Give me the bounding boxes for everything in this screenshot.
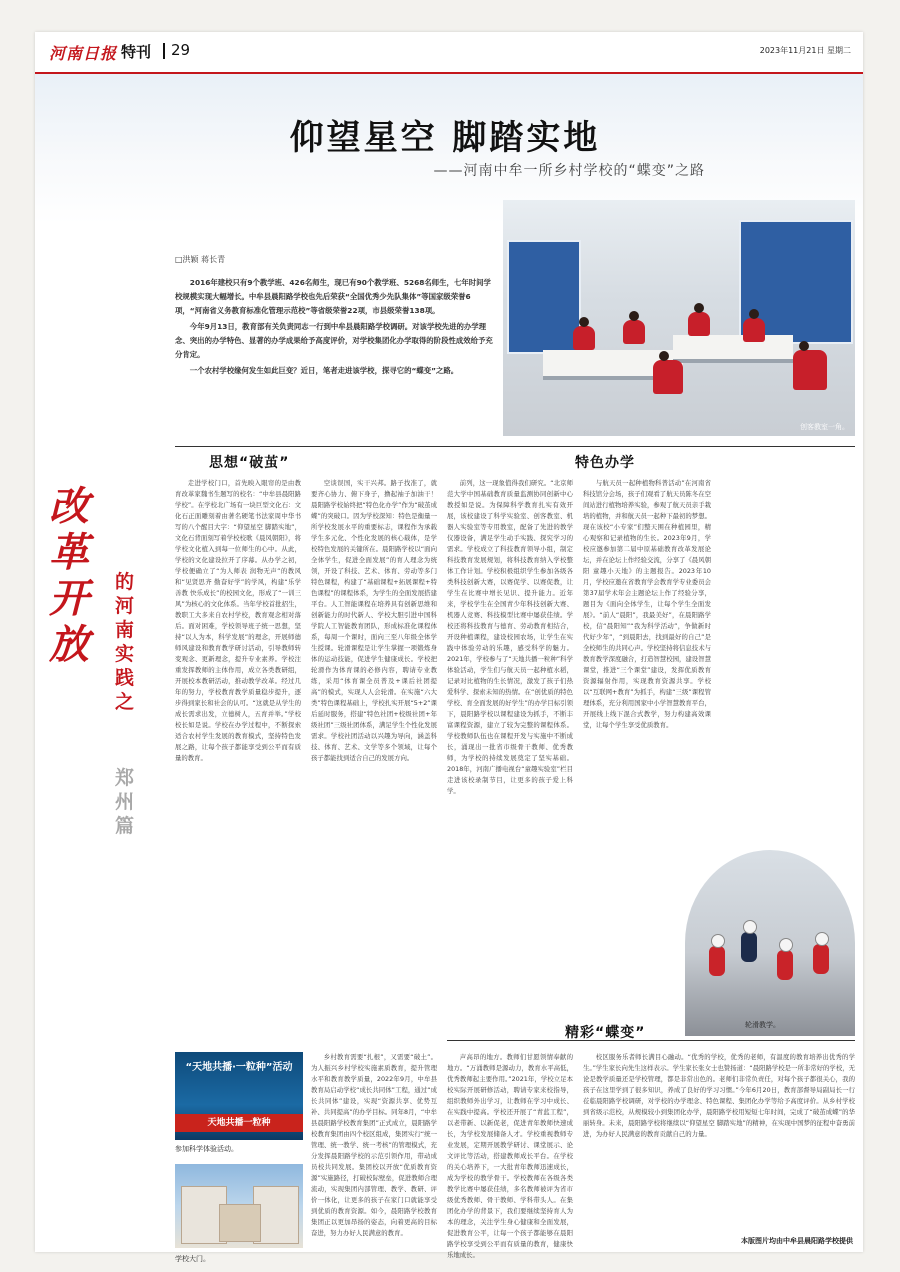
issue-date: 2023年11月21日 星期二 [759, 46, 851, 55]
student-figure [623, 320, 645, 344]
activity-banner: “天地共播·一粒种”活动 [185, 1062, 293, 1073]
article-title: 仰望星空 脚踏实地 [289, 118, 601, 158]
lead-paragraph: 一个农村学校缘何发生如此巨变？近日，笔者走进该学校，探寻它的“蝶变”之路。 [189, 366, 459, 375]
lead-paragraph: 2016年建校只有9个教学班、426名师生，现已有90个教学班、5268名师生，七年时间学校规模实现大幅增长。中牟县晨阳路学校也先后荣获“全国优秀少先队集体”等国家级荣誉6项，“河南省义务教育标准化管理示范校”等省级荣誉22项，市县级荣誉138项。 [175, 278, 491, 315]
classroom-photo [503, 200, 855, 436]
activity-strip: 天地共播一粒种 [175, 1114, 303, 1132]
article-subtitle: ——河南中牟一所乡村学校的“蝶变”之路 [433, 163, 705, 179]
skater-figure [741, 932, 757, 962]
series-slogan [45, 484, 155, 844]
section-rule [447, 1040, 855, 1041]
text-column: 与航天员一起种植物科普活动”在河南省科技馆分会场，孩子们观看了航天员陈冬在空间站进行植物培养实验，参观了航天员亲手栽培的植物，并和航天员一起种下最初的梦想。现在该校“小专家”们整天围在种植园里，精心观察和记录植物的生长。2023年9月，学校应邀参加第二届中原基础教育改革发展论坛，并在论坛上作经验交流，分享了《晨风朝阳 童趣小天地》的主题报告。2023年10月，学校应邀在省教育学会教育学专业委员会第37届学术年会主题论坛上作了经验分享，题目为《面向全体学生，让每个学生全面发展》。“前人“晨阳”，我最美好”，在晨阳路学校，信“晨阳知”“我为科学活动”，争做新时代好少年”，“到晨阳去，找到最好的自己”是全校师生的共同心声。学校坚持将信息技术与教育教学深度融合，打造智慧校园，建设智慧课堂，推进“三个课堂”建设，发挥优质教育资源辐射作用，实现教育资源共享。学校以“互联网+教育”为抓手，构建“三级”课程管理体系，充分利用国家中小学智慧教育平台，开展线上线下混合式教学，努力构建高效课堂，让每个学生享受优质教育。 [583, 479, 711, 729]
slogan-main: 改革开放 [49, 483, 89, 668]
student-figure [688, 312, 710, 336]
page-header [35, 32, 863, 74]
lead-paragraphs [175, 276, 495, 380]
text-column: 前列，这一现象值得我们研究。“北京师范大学中国基础教育质量监测协同创新中心教授如是说。为保障科学教育扎实有效开展，该校建设了科学实验室、创客教室、机器人实验室等专用教室，配备了先进的教学仪器设备，满足学生动手实践、探究学习的需求。学校成立了科技教育领导小组，制定科技教育发展规划，将科技教育纳入学校整体工作计划。学校积极组织学生参加各级各类科技创新大赛，以赛促学、以赛促教，让学生在比赛中增长见识、提升能力。近年来，学校学生在全国青少年科技创新大赛、机器人竞赛、科技模型比赛中屡获佳绩。学校还将科技教育与德育、劳动教育相结合，开设种植课程，建设校园农场，让学生在实践中体验劳动的乐趣，感受科学的魅力。2021年，学校参与了“天地共播一粒种”科学体验活动，学生们与航天员一起种植水稻，记录对比植物的生长情况，激发了孩子们热爱科学、探索未知的热情。在“创优质的特色学校、育全面发展的好学生”的办学目标引领下，晨阳路学校以课程建设为抓手，不断丰富课程资源，建立了较为完整的课程体系。学校教师队伍也在课程开发与实施中不断成长，涌现出一批省市级骨干教师、优秀教师，为学校的持续发展奠定了坚实基础。2018年，河南广播电视台“童趣实验室”栏目走进该校录制节目，让更多的孩子爱上科学。 [447, 479, 573, 795]
text-column: 走进学校门口，首先映入眼帘的是由教育改革家魏书生题写的校名：“中牟县晨阳路学校”。在学校北广场有一块巨型文化石：文化石正面雕刻着由著名硬笔书法家周中华书写的八个醒目大字：“仰望星空 脚踏实地”，文化石背面刻写着学校校歌《晨风朝阳》，将学校文化植入到每一位师生的心中。从此，学校的文化建设拉开了序幕。从办学之初，学校便确立了“为人师表 润物无声”的教风和“见贤思齐 勤奋好学”的学风，构建“乐学善教 快乐成长”的校园文化，形成了“一训三风”为核心的文化体系。当年学校首批招生，教职工大多来自农村学校，教育观念相对落后。面对困难，学校领导班子统一思想，坚持“以人为本，科学发展”的理念，开展师德师风建设和教育教学研讨活动，引导教师转变观念、更新理念，提升专业素养。学校注重发挥教师的主体作用，成立各类教研组，开展校本教研活动，推动教学改革。经过几年的努力，学校教育教学质量稳步提升，逐步得到家长和社会的认可。“这就是从学生的成长需求出发，立德树人，五育并举。”学校校长如是说。学校在办学过程中，不断探索适合农村学生发展的教育模式，坚持特色发展之路，让每个孩子都能享受到公平而有质量的教育。 [175, 479, 301, 762]
section-rule [175, 446, 855, 447]
photo-caption: 轮滑教学。 [745, 1021, 780, 1029]
photo-caption: 学校大门。 [175, 1255, 210, 1263]
page-number: 29 [171, 41, 191, 59]
slogan-city: 郑州篇 [115, 767, 135, 837]
photo-caption: 创客教室一角。 [800, 423, 849, 431]
slogan-middle: 的河南实践之 [115, 571, 135, 713]
photo-caption: 参加科学体验活动。 [175, 1145, 238, 1153]
newspaper-page [35, 32, 863, 1263]
gate-shape [219, 1204, 261, 1242]
byline: □洪颖 蒋长青 [175, 255, 226, 264]
text-column: 校区服务乐者师长满目心融动。“优秀的学校，优秀的老师，有温度的教育培养出优秀的学生。”学生家长向先生这样表示。学生家长张女士也赞扬道：“晨阳路学校是一所非常好的学校，无论是教学质量还是学校管理，都是非常出色的。老师们非常负责任，对每个孩子都很关心，我的孩子在这里学到了很多知识，养成了良好的学习习惯。”今年6月20日，教育部督导局副局长一行莅临晨阳路学校调研，对学校的办学理念、特色课程、集团化办学等给予高度评价。从乡村学校到省级示范校，从规模较小到集团化办学，晨阳路学校用短短七年时间，完成了“破茧成蝶”的华丽转身。未来，晨阳路学校将继续以“仰望星空 脚踏实地”的精神，在实现中国梦的征程中奋勇前进，为办好人民满意的教育贡献自己的力量。 [583, 1053, 855, 1138]
text-column: 声高昂的地方。教师们甘愿领情奉献的地方。“万涌教师是源动力，教育水平高低，优秀教师起主要作用。”2021年，学校立足本校实际开展研修活动，聘请专家来校指导，组织教师外出学习，让教师在学习中成长、在实践中提高。学校还开展了“青蓝工程”，以老带新、以新促老，促进青年教师快速成长，为学校发展储备人才。学校重视教师专业发展，定期开展教学研讨、课堂展示、论文评比等活动，搭建教师成长平台。在学校的关心培养下，一大批青年教师迅速成长，成为学校的教学骨干。学校教师在各级各类教学比赛中屡获佳绩，多名教师被评为省市级优秀教师、骨干教师、学科带头人。在集团化办学的背景下，我们要继续坚持育人为本的理念，关注学生身心健康和全面发展，促进教育公平，让每一个孩子都能够在晨阳路学校享受到公平而有质量的教育，健康快乐地成长。 [447, 1053, 573, 1259]
student-figure [793, 350, 827, 390]
newspaper-logo: 河南日报 [49, 44, 118, 63]
lead-paragraph: 今年9月13日，教育部有关负责同志一行到中牟县晨阳路学校调研。对该学校先进的办学理念、突出的办学特色、显著的办学成果给予高度评价，对学校集团化办学取得的阶段性成效给予充分肯定。 [175, 322, 493, 359]
text-column: 空谈误国，实干兴邦。路子找准了，就要齐心协力、俯下身子，撸起袖子加油干！晨阳路学校始终把“特色化办学”作为“破茧成蝶”的突破口。因为学校深知：特色是衡量一所学校发展水平的重要标志，课程作为承载学生多元化、个性化发展的核心载体，是学校特色发展的关键所在。晨阳路学校以“面向全体学生，促进全面发展”的育人理念为统领，开设了科技、艺术、体育、劳动等多门特色课程，构建了“基础课程+拓展课程+特色课程”的课程体系，为学生的全面发展搭建平台。人工智能课程在培养具有创新思维和创新能力的时代新人、学校大胆引进中国科学院人工智能教育团队，形成标准化课程体系，每周一个课时，面向三至八年级全体学生授课。轮滑课程是让学生掌握一项锻炼身体的运动技能，促进学生健康成长。学校把轮滑作为体育课的必修内容，聘请专业教练，采用“体育课全员普及+课后社团提高”的模式，实现人人会轮滑。在实施“六大类”特色课程基础上，学校扎实开展“5+2”课后延时服务，搭建“特色社团+校级社团+年级社团”三级社团体系，满足学生个性化发展需求。学校社团活动以兴趣为导向，涵盖科技、体育、艺术、文学等多个领域，让每个孩子都能找到适合自己的发展方向。 [311, 479, 437, 762]
header-divider [163, 43, 165, 59]
text-column: 乡村教育需要“扎根”，又需要“破土”。为人振兴乡村学校实施素质教育，提升管理水平和教育教学质量，2022年9月，中牟县教育局启动学校“成长共同体”工程，通过“成长共同体”建设，实现“资源共享、优势互补、共同提高”的办学目标。同年8月，“中牟县晨阳路学校教育集团”正式成立，晨阳路学校教育集团由四个校区组成，集团实行“统一管理、统一教学、统一考核”的管理模式，充分发挥晨阳路学校的示范引领作用，带动成员校共同发展。集团校以开放“优质教育资源”实施路径，打破校际壁垒，促进教师合理流动，实现集团内部管理、教学、教研、评价一体化，让更多的孩子在家门口就能享受到优质的教育资源。如今，晨阳路学校教育集团正以更加昂扬的姿态，向着更高的目标奋进，努力办好人民满意的教育。 [311, 1053, 437, 1237]
skater-figure [709, 946, 725, 976]
photo-credit: 本版图片均由中牟县晨阳路学校提供 [741, 1237, 853, 1245]
skater-figure [777, 950, 793, 980]
desk-shape [673, 335, 793, 363]
student-figure [573, 326, 595, 350]
school-gate-photo [175, 1164, 303, 1248]
activity-photo [175, 1052, 303, 1140]
student-figure [743, 318, 765, 342]
cabinet-shape [507, 240, 581, 354]
section-heading: 精彩“蝶变” [565, 1025, 646, 1041]
skater-figure [813, 944, 829, 974]
skating-photo [685, 850, 855, 1036]
section-label: 特刊 [121, 43, 152, 61]
section-heading: 特色办学 [575, 455, 635, 471]
student-figure [653, 360, 683, 394]
section-heading: 思想“破茧” [209, 455, 290, 471]
